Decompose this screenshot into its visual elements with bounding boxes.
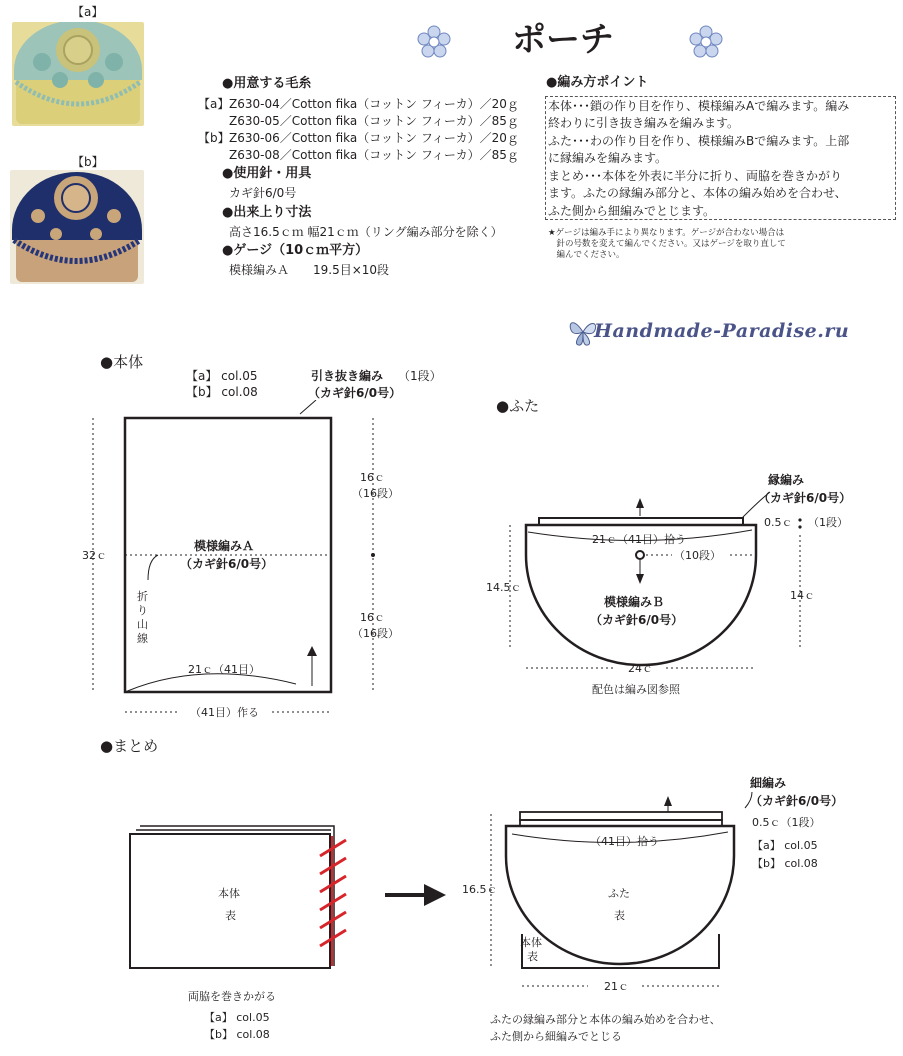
lid-color-note: 配色は編み図参照 <box>592 683 680 696</box>
yarn-heading: ●用意する毛糸 <box>222 76 312 91</box>
tools-heading: ●使用針・用具 <box>222 166 312 181</box>
lid-edge-hook: （カギ針6/0号） <box>758 491 852 505</box>
whip-caption: 両脇を巻きかがる <box>188 990 276 1003</box>
finish-lid-label: ふた <box>608 887 630 900</box>
body-half-top-rows: （16段） <box>352 487 399 500</box>
gauge-note-line: ★ゲージは編み手により異なります。ゲージが合わない場合は <box>548 228 785 238</box>
join-note-1: ふたの縁編み部分と本体の編み始めを合わせ、 <box>490 1013 721 1026</box>
pouch-photo-a <box>12 22 144 126</box>
lid-width: 24ｃ <box>628 662 653 675</box>
lid-pattern-hook: （カギ針6/0号） <box>590 613 684 627</box>
lid-heading: ●ふた <box>496 397 540 415</box>
lid-edge-rows: （1段） <box>808 516 848 529</box>
finish-body-peek-1: 本体 <box>520 936 542 949</box>
yarn-a2: Z630-05／Cotton fika（コットン フィーカ）／85ｇ <box>229 114 519 128</box>
lid-height-left: 14.5ｃ <box>486 581 522 594</box>
gauge-note-line: 針の号数を変えて編んでください。又はゲージを取り直して <box>548 239 786 249</box>
body-half-bottom: 16ｃ <box>360 611 385 624</box>
yarn-a-prefix: 【a】 <box>198 97 230 111</box>
points-line: 本体･･･鎖の作り目を作り、模様編みAで編みます。編み <box>548 99 850 113</box>
lid-height-right: 14ｃ <box>790 589 815 602</box>
size-heading: ●出来上り寸法 <box>222 205 312 220</box>
yarn-b-prefix: 【b】 <box>198 131 230 145</box>
finish-body-peek-2: 表 <box>527 950 538 963</box>
finish-col-b: 【b】 col.08 <box>204 1028 270 1041</box>
points-line: まとめ･･･本体を外表に半分に折り、両脇を巻きかがり <box>548 169 843 183</box>
body-half-bottom-rows: （16段） <box>352 627 399 640</box>
join-note-2: ふた側から細編みでとじる <box>490 1030 622 1043</box>
photo-a-label: 【a】 <box>72 5 104 19</box>
yarn-a1: Z630-04／Cotton fika（コットン フィーカ）／20ｇ <box>229 97 519 111</box>
pouch-photo-b <box>10 170 144 284</box>
finish-lid-side: 表 <box>614 909 625 922</box>
lid-pickup: 21ｃ（41目）拾う <box>592 533 686 546</box>
fold-line-label: 折り山線 <box>137 590 148 645</box>
points-heading: ●編み方ポイント <box>546 75 649 90</box>
finish-body-side: 表 <box>225 909 236 922</box>
body-col-b: 【b】 col.08 <box>186 385 258 399</box>
points-line: ふた側から細編みでとじます。 <box>548 204 716 218</box>
flower-icon <box>688 24 724 60</box>
lid-rows: （10段） <box>674 549 721 562</box>
photo-b-label: 【b】 <box>72 155 104 169</box>
gauge-heading: ●ゲージ（10ｃｍ平方） <box>222 243 369 258</box>
finish-body-label: 本体 <box>218 887 240 900</box>
slip-stitch-rows: （1段） <box>398 369 442 383</box>
finish-pickup: （41目）拾う <box>590 835 659 848</box>
flower-icon <box>416 24 452 60</box>
watermark: Handmade-Paradise.ru <box>594 320 850 342</box>
body-cast-on: （41目）作る <box>190 706 259 719</box>
arrow-right-icon <box>380 880 450 910</box>
body-col-a: 【a】 col.05 <box>186 369 258 383</box>
points-line: に縁編みを編みます。 <box>548 151 668 165</box>
sc-hook: （カギ針6/0号） <box>750 794 844 808</box>
sc-label: 細編み <box>750 776 787 790</box>
finish-height: 16.5ｃ <box>462 883 498 896</box>
gauge-value: 模様編みＡ 19.5目×10段 <box>229 263 390 277</box>
page-title: ポーチ <box>512 20 614 60</box>
sc-height: 0.5ｃ（1段） <box>752 816 821 829</box>
body-pattern: 模様編みＡ <box>194 539 255 553</box>
tools-value: カギ針6/0号 <box>229 186 297 200</box>
lid-edge-height: 0.5ｃ <box>764 516 793 529</box>
points-line: ます。ふたの縁編み部分と、本体の編み始めを合わせ、 <box>548 186 847 200</box>
gauge-note <box>548 228 786 261</box>
finish-body-diagram <box>110 815 370 975</box>
body-pattern-hook: （カギ針6/0号） <box>180 557 274 571</box>
lid-pattern: 模様編みＢ <box>604 595 665 609</box>
body-width: 21ｃ（41目） <box>188 663 260 676</box>
slip-stitch-label: 引き抜き編み <box>311 369 384 383</box>
yarn-b1: Z630-06／Cotton fika（コットン フィーカ）／20ｇ <box>229 131 519 145</box>
size-value: 高さ16.5ｃｍ 幅21ｃｍ（リング編み部分を除く） <box>229 225 503 239</box>
gauge-note-line: 編んでください。 <box>548 250 625 260</box>
points-line: 終わりに引き抜き編みを編みます。 <box>548 116 740 130</box>
points-line: ふた･･･わの作り目を作り、模様編みBで編みます。上部 <box>548 134 850 148</box>
finish-heading: ●まとめ <box>100 737 159 755</box>
lid-edge-label: 縁編み <box>768 473 805 487</box>
sc-col-b: 【b】 col.08 <box>752 857 818 870</box>
yarn-b2: Z630-08／Cotton fika（コットン フィーカ）／85ｇ <box>229 148 519 162</box>
body-heading: ●本体 <box>100 353 144 371</box>
body-half-top: 16ｃ <box>360 471 385 484</box>
finish-col-a: 【a】 col.05 <box>204 1011 270 1024</box>
finish-width: 21ｃ <box>604 980 629 993</box>
slip-stitch-hook: （カギ針6/0号） <box>308 386 402 400</box>
body-height: 32ｃ <box>82 549 107 562</box>
sc-col-a: 【a】 col.05 <box>752 839 818 852</box>
